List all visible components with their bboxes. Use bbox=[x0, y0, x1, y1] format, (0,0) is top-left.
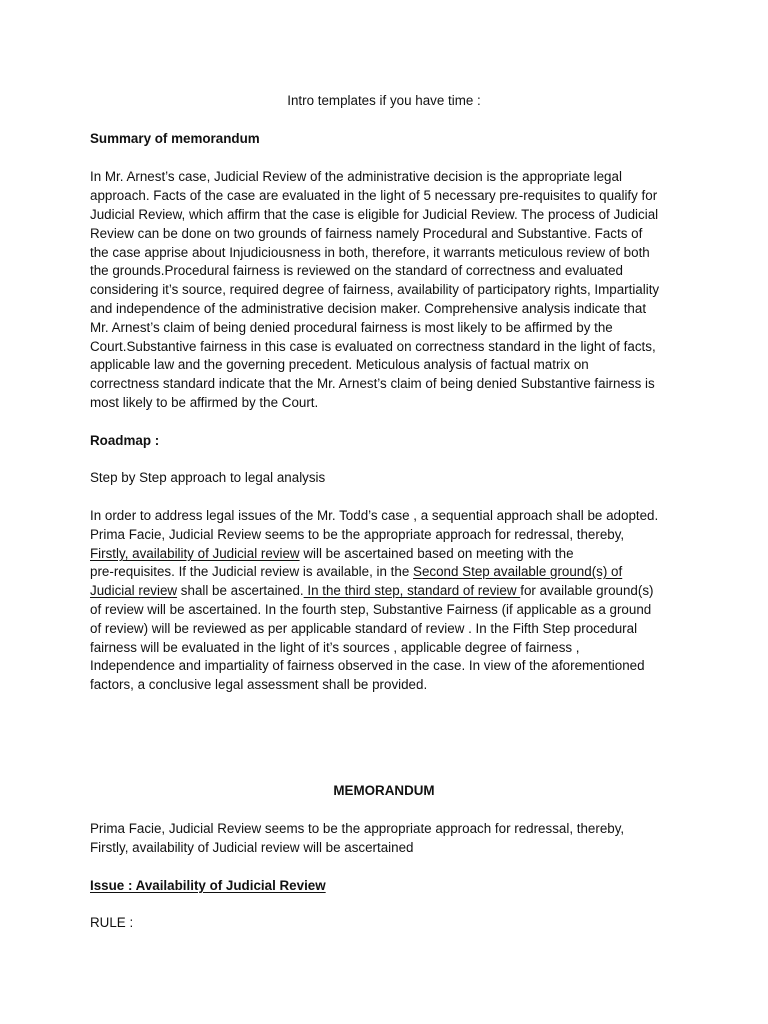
roadmap-line bbox=[90, 581, 653, 600]
summary-line: correctness standard indicate that the Mr. Arnest’s claim of being denied Substantive fairness is bbox=[90, 376, 655, 391]
roadmap-text: will be ascertained based on meeting with the bbox=[299, 546, 574, 561]
summary-line: Judicial Review, which affirm that the case is eligible for Judicial Review. The process of Judicial bbox=[90, 207, 659, 222]
roadmap-line: factors, a conclusive legal assessment shall be provided. bbox=[90, 677, 428, 692]
roadmap-line: of review will be ascertained. In the fourth step, Substantive Fairness (if applicable as a ground bbox=[90, 602, 652, 617]
intro-title: Intro templates if you have time : bbox=[287, 93, 481, 108]
summary-line: the case apprise about Injudiciousness in both, therefore, it warrants meticulous review of both bbox=[90, 245, 650, 260]
roadmap-subtitle: Step by Step approach to legal analysis bbox=[90, 470, 326, 485]
roadmap-text: pre-requisites. If the Judicial review is available, in the bbox=[90, 564, 414, 579]
roadmap-line: Independence and impartiality of fairness observed in the case. In view of the aforementioned bbox=[90, 658, 645, 673]
roadmap-line: of review) will be reviewed as per applicable standard of review . In the Fifth Step procedural bbox=[90, 621, 638, 636]
summary-line: In Mr. Arnest’s case, Judicial Review of the administrative decision is the appropriate legal bbox=[90, 169, 622, 184]
roadmap-line: fairness will be evaluated in the light of it’s sources , applicable degree of fairness , bbox=[90, 640, 580, 655]
summary-line: and independence of the administrative decision maker. Comprehensive analysis indicate that bbox=[90, 301, 647, 316]
underlined-text: Firstly, availability of Judicial review bbox=[90, 546, 300, 561]
underlined-text: Judicial review bbox=[90, 583, 178, 598]
roadmap-text: shall be ascertained. bbox=[177, 583, 304, 598]
summary-line: Review can be done on two grounds of fairness namely Procedural and Substantive. Facts of bbox=[90, 226, 643, 241]
memorandum-line: Prima Facie, Judicial Review seems to be the appropriate approach for redressal, thereby, bbox=[90, 821, 625, 836]
summary-line: approach. Facts of the case are evaluated in the light of 5 necessary pre-requisites to qualify for bbox=[90, 188, 658, 203]
summary-line: Mr. Arnest’s claim of being denied procedural fairness is most likely to be affirmed by the bbox=[90, 320, 613, 335]
summary-heading: Summary of memorandum bbox=[90, 131, 260, 146]
roadmap-line: Prima Facie, Judicial Review seems to be the appropriate approach for redressal, thereby, bbox=[90, 527, 625, 542]
roadmap-line bbox=[90, 562, 622, 581]
summary-line: considering it’s source, required degree of fairness, availability of participatory rights, Impartiality bbox=[90, 282, 660, 297]
summary-line: most likely to be affirmed by the Court. bbox=[90, 395, 319, 410]
underlined-text: In the third step, standard of review bbox=[303, 583, 521, 598]
roadmap-line: In order to address legal issues of the Mr. Todd’s case , a sequential approach shall be adopted. bbox=[90, 508, 659, 523]
summary-line: Court.Substantive fairness in this case is evaluated on correctness standard in the light of facts, bbox=[90, 339, 656, 354]
summary-line: the grounds.Procedural fairness is reviewed on the standard of correctness and evaluated bbox=[90, 263, 623, 278]
summary-line: applicable law and the governing precedent. Meticulous analysis of factual matrix on bbox=[90, 357, 589, 372]
rule-label: RULE : bbox=[90, 915, 134, 930]
memorandum-heading: MEMORANDUM bbox=[333, 783, 435, 798]
memorandum-line: Firstly, availability of Judicial review will be ascertained bbox=[90, 840, 414, 855]
issue-heading: Issue : Availability of Judicial Review bbox=[90, 878, 326, 893]
roadmap-heading: Roadmap : bbox=[90, 433, 160, 448]
roadmap-line bbox=[90, 544, 574, 563]
roadmap-text: for available ground(s) bbox=[520, 583, 654, 598]
underlined-text: Second Step available ground(s) of bbox=[413, 564, 623, 579]
